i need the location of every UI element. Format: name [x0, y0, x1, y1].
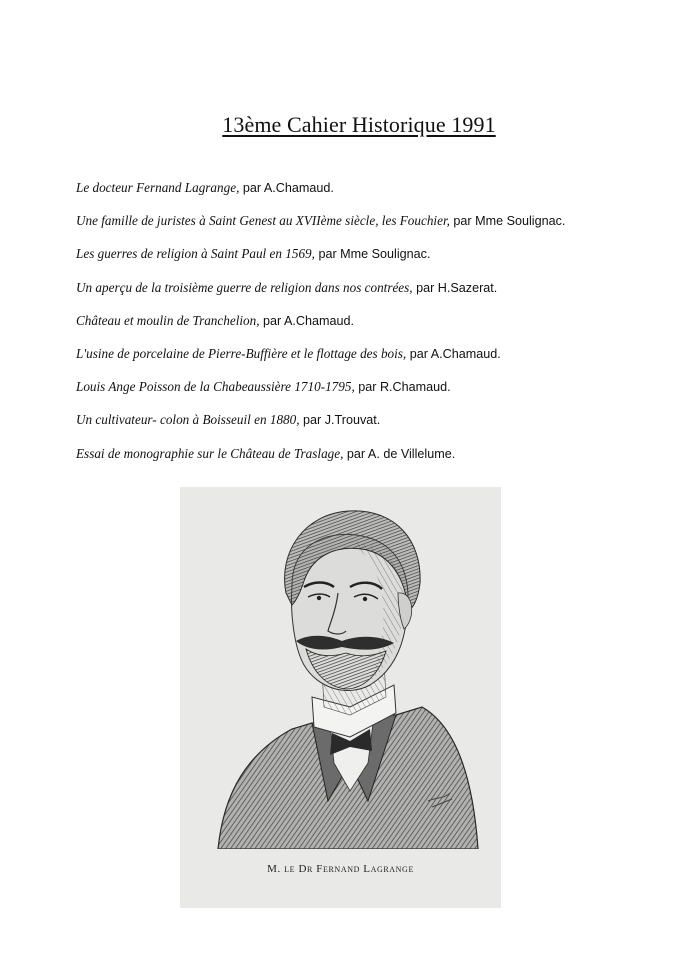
- entry-author: par J.Trouvat.: [299, 413, 381, 428]
- entry-author: par A.Chamaud.: [259, 313, 355, 328]
- entry-author: par A.Chamaud.: [239, 181, 334, 195]
- portrait-card: [180, 487, 501, 908]
- portrait-engraving-image: [200, 501, 481, 849]
- entry-title: Un cultivateur- colon à Boisseuil en 1880,: [76, 412, 300, 428]
- entry-author: par Mme Soulignac.: [314, 247, 431, 262]
- entry-title: Une famille de juristes à Saint Genest au XVIIème siècle, les Fouchier,: [76, 213, 450, 229]
- list-item: [76, 409, 661, 442]
- table-of-contents: [76, 177, 661, 476]
- entry-title: Château et moulin de Tranchelion,: [76, 312, 260, 328]
- portrait-caption: M. le Dr Fernand Lagrange: [267, 863, 414, 875]
- entry-author: par R.Chamaud.: [354, 380, 451, 395]
- entry-title: L'usine de porcelaine de Pierre-Buffière et le flottage des bois,: [76, 345, 407, 361]
- entry-author: par A.Chamaud.: [406, 346, 501, 361]
- entry-title: Les guerres de religion à Saint Paul en 1569,: [76, 246, 315, 262]
- list-item: [76, 343, 661, 376]
- entry-title: Essai de monographie sur le Château de Traslage,: [76, 445, 344, 461]
- entry-author: par H.Sazerat.: [412, 280, 498, 295]
- entry-title: Un aperçu de la troisième guerre de religion dans nos contrées,: [76, 279, 413, 295]
- entry-title: Le docteur Fernand Lagrange,: [76, 180, 240, 195]
- page-title: 13ème Cahier Historique 1991: [222, 112, 496, 137]
- list-item: [76, 443, 661, 476]
- list-item: [76, 177, 661, 210]
- entry-title: Louis Ange Poisson de la Chabeaussière 1710-1795,: [76, 379, 355, 395]
- list-item: [76, 277, 661, 310]
- entry-author: par Mme Soulignac.: [449, 214, 566, 229]
- list-item: [76, 243, 661, 276]
- entry-author: par A. de Villelume.: [343, 446, 456, 461]
- list-item: [76, 210, 661, 243]
- list-item: [76, 376, 661, 409]
- list-item: [76, 310, 661, 343]
